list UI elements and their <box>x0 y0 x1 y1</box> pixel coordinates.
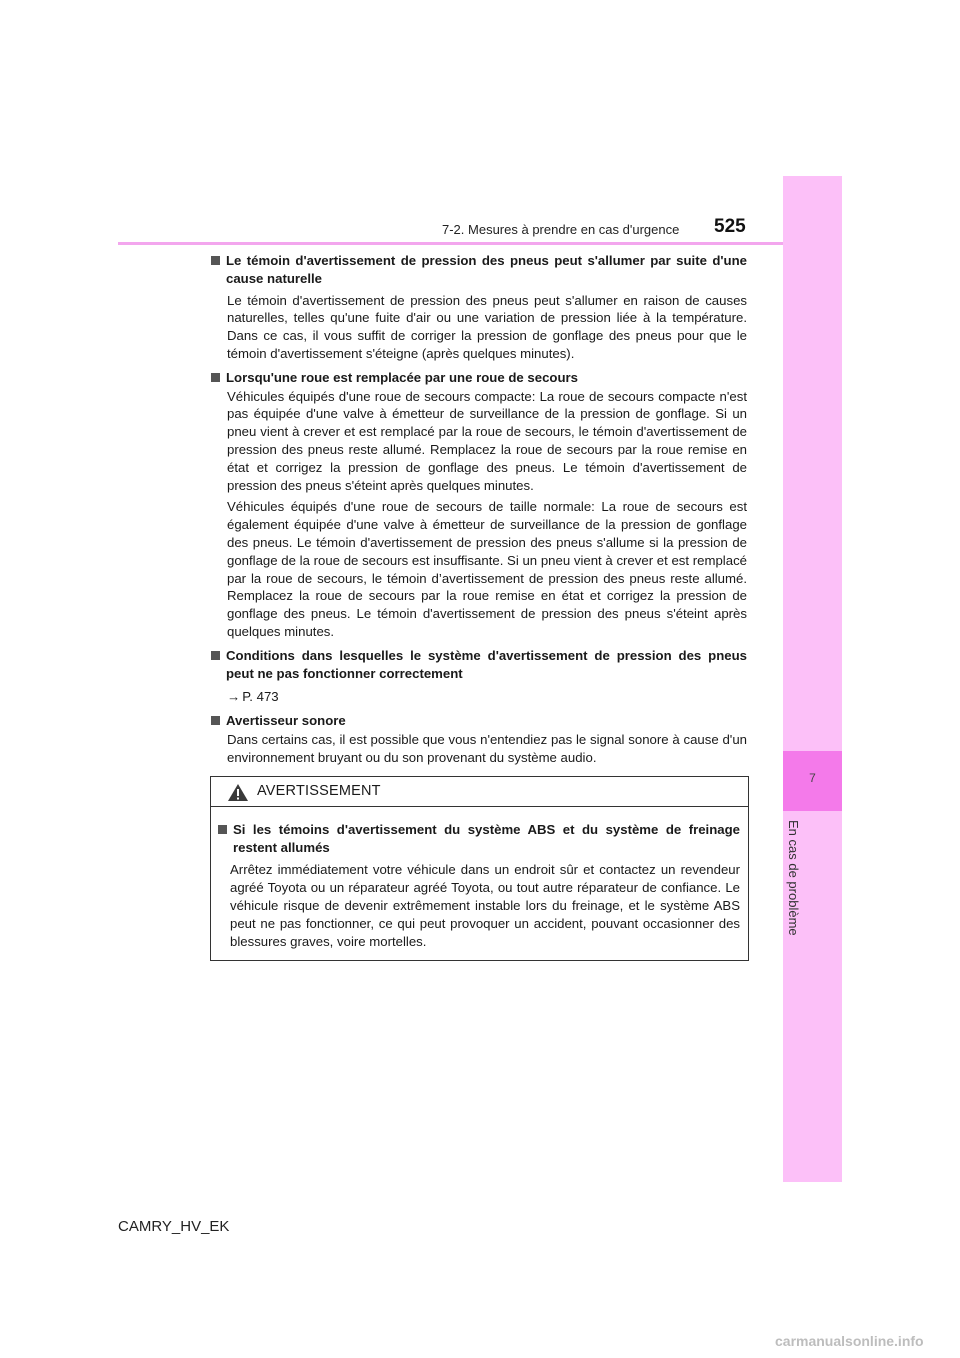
item-paragraph: Le témoin d'avertissement de pression des pneus peut s'allumer en raison de causes naturelles, telles qu'une fuite d'air ou une variation de pression liée à la température. Dans ce cas, il vous suffit de corriger la pression de gonflage des pneus pour que le témoin d'avertissement s'éteigne (après quelques minutes). <box>227 292 747 361</box>
item-title: Avertisseur sonore <box>226 713 346 729</box>
warning-item-title: Si les témoins d'avertissement du système ABS et du système de freinage restent allumés <box>233 822 740 855</box>
list-item <box>211 252 747 363</box>
square-bullet-icon <box>211 716 220 725</box>
warning-body <box>211 807 748 951</box>
chapter-side-tab <box>783 176 842 1182</box>
square-bullet-icon <box>211 651 220 660</box>
model-code: CAMRY_HV_EK <box>118 1218 230 1235</box>
section-label: 7-2. Mesures à prendre en cas d'urgence <box>442 222 680 237</box>
item-paragraph: Dans certains cas, il est possible que vous n'entendiez pas le signal sonore à cause d'un environnement bruyant ou du son provenant du système audio. <box>227 731 747 765</box>
header-rule <box>118 242 842 245</box>
warning-title: AVERTISSEMENT <box>257 783 381 799</box>
list-item <box>211 369 747 641</box>
warning-paragraph: Arrêtez immédiatement votre véhicule dans un endroit sûr et contactez un revendeur agréé Toyota ou un réparateur agréé Toyota, ou tout autre réparateur de confiance. Le véhicule risque de devenir extrêmement instable lors du freinage, et le système ABS peut ne pas fonctionner, ce qui peut provoquer un accident, pouvant occasionner des blessures graves, voire mortelles. <box>230 862 740 949</box>
item-title: Conditions dans lesquelles le système d'avertissement de pression des pneus peut ne pas fonctionner correctement <box>226 647 747 681</box>
warning-triangle-icon <box>227 783 249 802</box>
square-bullet-icon <box>218 825 227 834</box>
list-item <box>211 647 747 706</box>
square-bullet-icon <box>211 256 220 265</box>
item-paragraph: Véhicules équipés d'une roue de secours compacte: La roue de secours compacte n'est pas équipée d'une valve à émetteur de surveillance de la pression de gonflage. Si un pneu vient à crever et est remplacé par la roue de secours, le témoin d'avertissement de pression des pneus reste allumé. Remplacez la roue de secours par la roue remise en état et corrigez la pression de gonflage des pneus. Le témoin d'avertissement de pression des pneus s'éteint après quelques minutes. <box>227 388 747 493</box>
warning-header <box>211 777 748 807</box>
reference-text: P. 473 <box>242 689 279 705</box>
item-title: Lorsqu'une roue est remplacée par une roue de secours <box>226 369 578 385</box>
square-bullet-icon <box>211 373 220 382</box>
main-content <box>211 252 747 773</box>
page-number: 525 <box>714 216 746 237</box>
item-title: Le témoin d'avertissement de pression des pneus peut s'allumer par suite d'une cause naturelle <box>226 253 747 286</box>
list-item <box>211 712 747 766</box>
item-paragraph: Véhicules équipés d'une roue de secours de taille normale: La roue de secours est également équipée d'une valve à émetteur de surveillance de la pression de gonflage des pneus. Le témoin d'avertissement de pression des pneus s'allume si la pression de gonflage de la roue de secours est insuffisante. Si un pneu vient à crever et est remplacé par la roue de secours, le témoin d’avertissement de pression des pneus reste allumé. Remplacez la roue de secours par la roue remise en état et corrigez la pression de gonflage des pneus. Le témoin d'avertissement de pression des pneus s'éteint après quelques minutes. <box>227 499 747 639</box>
chapter-title: En cas de problème <box>786 820 801 936</box>
watermark: carmanualsonline.info <box>775 1333 924 1349</box>
arrow-right-icon: → <box>227 689 241 705</box>
warning-box <box>210 776 749 961</box>
chapter-number: 7 <box>809 771 816 785</box>
page-reference[interactable] <box>227 688 747 706</box>
